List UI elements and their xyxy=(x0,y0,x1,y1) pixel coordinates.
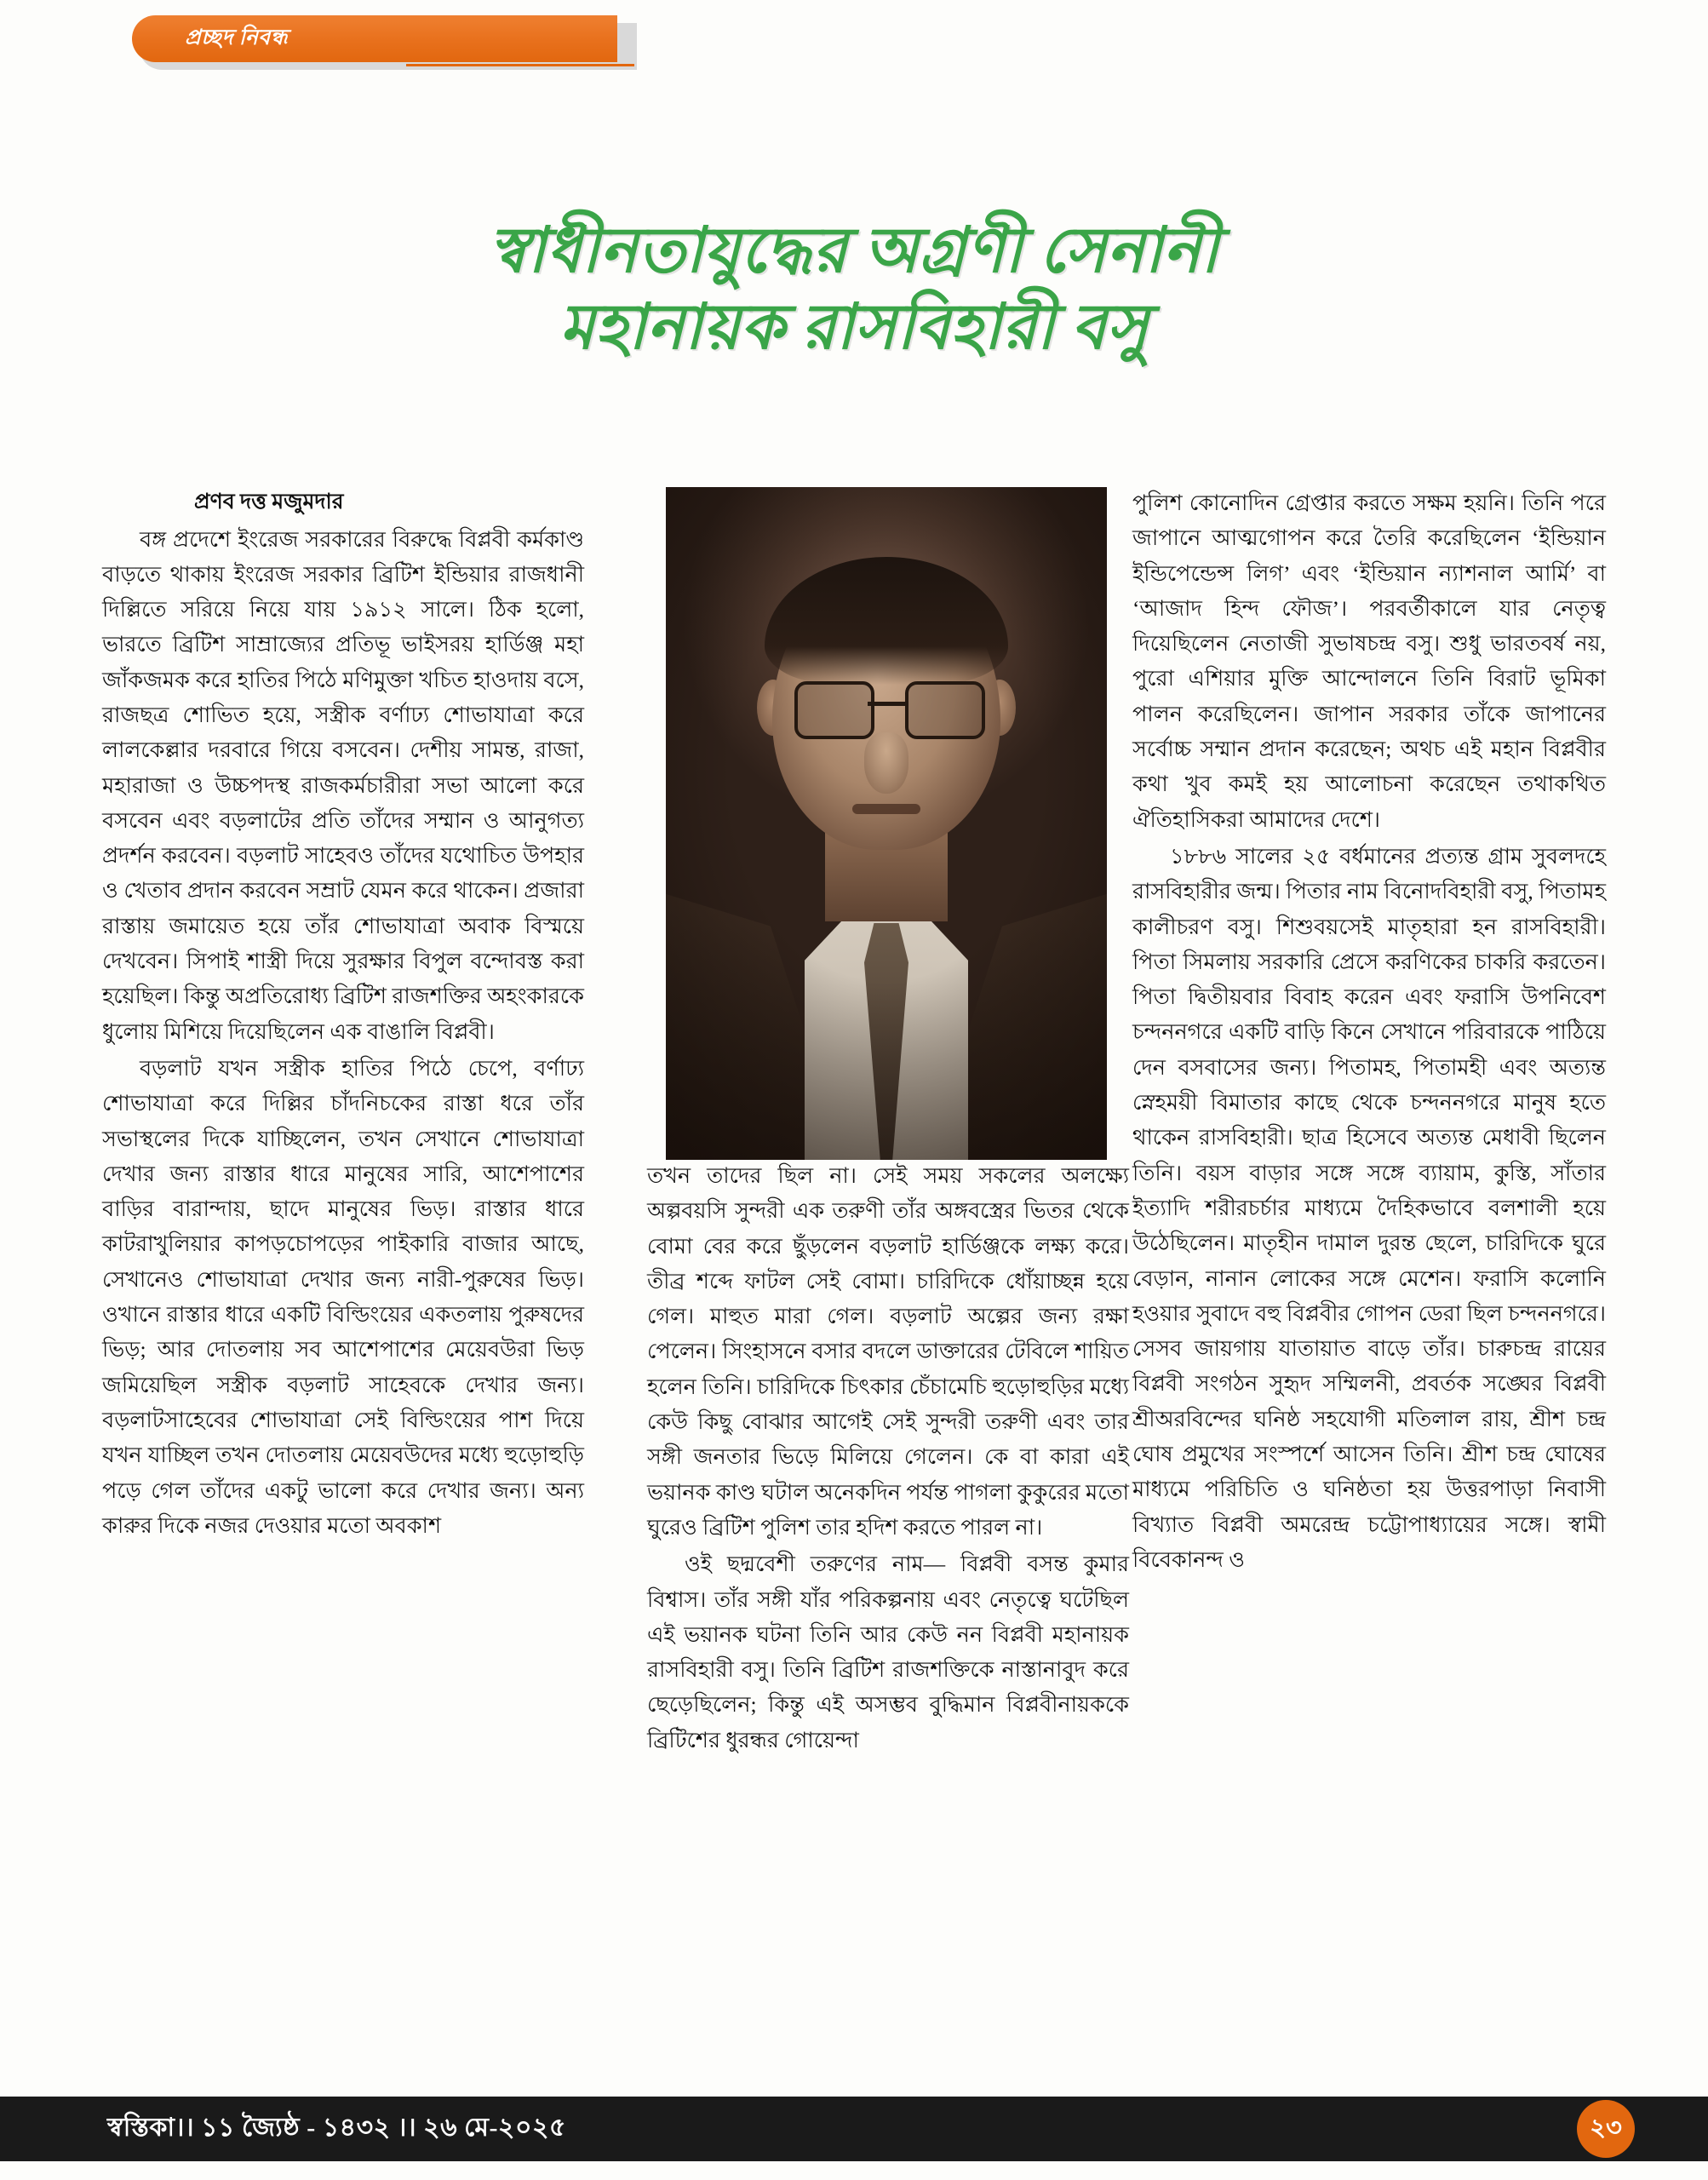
paragraph: বঙ্গ প্রদেশে ইংরেজ সরকারের বিরুদ্ধে বিপ্লবী কর্মকাণ্ড বাড়তে থাকায় ইংরেজ সরকার ব্রিটিশ ইন্ডিয়ার রাজধানী দিল্লিতে সরিয়ে নিয়ে যায় ১৯১২ সালে। ঠিক হলো, ভারতে ব্রিটিশ সাম্রাজ্যের প্রতিভূ ভাইসরয় হার্ডিঞ্জ মহা জাঁকজমক করে হাতির পিঠে মণিমুক্তা খচিত হাওদায় বসে, রাজছত্র শোভিত হয়ে, সস্ত্রীক বর্ণাঢ্য শোভাযাত্রা করে লালকেল্লার দরবারে গিয়ে বসবেন। দেশীয় সামন্ত, রাজা, মহারাজা ও উচ্চপদস্থ রাজকর্মচারীরা সভা আলো করে বসবেন এবং বড়লাটের প্রতি তাঁদের সম্মান ও আনুগত্য প্রদর্শন করবেন। বড়লাট সাহেবও তাঁদের যথোচিত উপহার ও খেতাব প্রদান করবেন সম্রাট যেমন করে থাকেন। প্রজারা রাস্তায় জমায়েত হয়ে তাঁর শোভাযাত্রা অবাক বিস্ময়ে দেখবেন। সিপাই শাস্ত্রী দিয়ে সুরক্ষার বিপুল বন্দোবস্ত করা হয়েছিল। কিন্তু অপ্রতিরোধ্য ব্রিটিশ রাজশক্তির অহংকারকে ধুলোয় মিশিয়ে দিয়েছিলেন এক বাঙালি বিপ্লবী। xyxy=(102,526,584,1044)
category-tab-rule xyxy=(406,64,634,66)
category-tab-pill xyxy=(132,15,617,62)
portrait-photo-image xyxy=(666,487,1107,1160)
page-title xyxy=(102,213,1606,367)
paragraph: পুলিশ কোনোদিন গ্রেপ্তার করতে সক্ষম হয়নি। তিনি পরে জাপানে আত্মগোপন করে তৈরি করেছিলেন ‘ইন্ডিয়ান ইন্ডিপেন্ডেন্স লিগ’ এবং ‘ইন্ডিয়ান ন্যাশনাল আর্মি’ বা ‘আজাদ হিন্দ ফৌজ’। পরবর্তীকালে যার নেতৃত্ব দিয়েছিলেন নেতাজী সুভাষচন্দ্র বসু। শুধু ভারতবর্ষ নয়, পুরো এশিয়ার মুক্তি আন্দোলনে তিনি বিরাট ভূমিকা পালন করেছিলেন। জাপান সরকার তাঁকে জাপানের সর্বোচ্চ সম্মান প্রদান করেছেন; অথচ এই মহান বিপ্লবীর কথা খুব কমই হয় আলোচনা করেছেন তথাকথিত ঐতিহাসিকরা আমাদের দেশে। xyxy=(1132,490,1606,832)
article-column-1 xyxy=(102,485,584,1545)
article-column-3 xyxy=(1132,485,1606,1579)
category-tab-label: প্রচ্ছদ নিবন্ধ xyxy=(185,26,288,49)
paragraph: ওই ছদ্মবেশী তরুণের নাম— বিপ্লবী বসন্ত কুমার বিশ্বাস। তাঁর সঙ্গী যাঁর পরিকল্পনায় এবং নেতৃত্বে ঘটেছিল এই ভয়ানক ঘটনা তিনি আর কেউ নন বিপ্লবী মহানায়ক রাসবিহারী বসু। তিনি ব্রিটিশ রাজশক্তিকে নাস্তানাবুদ করে ছেড়েছিলেন; কিন্তু এই অসম্ভব বুদ্ধিমান বিপ্লবীনায়ককে ব্রিটিশের ধুরন্ধর গোয়েন্দা xyxy=(647,1552,1129,1753)
category-tab xyxy=(132,15,639,70)
footer-issue-text: স্বস্তিকা।। ১১ জ্যৈষ্ঠ - ১৪৩২ ।। ২৬ মে-২০২৫ xyxy=(107,2114,566,2142)
paragraph: বড়লাট যখন সস্ত্রীক হাতির পিঠে চেপে, বর্ণাঢ্য শোভাযাত্রা করে দিল্লির চাঁদনিচকের রাস্তা ধরে তাঁর সভাস্থলের দিকে যাচ্ছিলেন, তখন সেখানে শোভাযাত্রা দেখার জন্য রাস্তার ধারে মানুষের সারি, আশেপাশের বাড়ির বারান্দায়, ছাদে মানুষের ভিড়। রাস্তার ধারে কাটরাখুলিয়ার কাপড়চোপড়ের পাইকারি বাজার আছে, সেখানেও শোভাযাত্রা দেখার জন্য নারী-পুরুষের ভিড়। ওখানে রাস্তার ধারে একটি বিল্ডিংয়ের একতলায় পুরুষদের ভিড়; আর দোতলায় সব আশেপাশের মেয়েবউরা ভিড় জমিয়েছিল সস্ত্রীক বড়লাট সাহেবকে দেখার জন্য। বড়লাটসাহেবের শোভাযাত্রা সেই বিল্ডিংয়ের পাশ দিয়ে যখন যাচ্ছিল তখন দোতলায় মেয়েবউদের মধ্যে হুড়োহুড়ি পড়ে গেল তাঁদের একটু ভালো করে দেখার জন্য। অন্য কারুর দিকে নজর দেওয়ার মতো অবকাশ xyxy=(102,1055,584,1538)
author-byline: প্রণব দত্ত মজুমদার xyxy=(194,490,344,513)
page-number-badge: ২৩ xyxy=(1577,2100,1635,2158)
paragraph: ১৮৮৬ সালের ২৫ বর্ধমানের প্রত্যন্ত গ্রাম সুবলদহে রাসবিহারীর জন্ম। পিতার নাম বিনোদবিহারী বসু, পিতামহ কালীচরণ বসু। শিশুবয়সেই মাতৃহারা হন রাসবিহারী। পিতা সিমলায় সরকারি প্রেসে করণিকের চাকরি করতেন। পিতা দ্বিতীয়বার বিবাহ করেন এবং ফরাসি উপনিবেশ চন্দননগরে একটি বাড়ি কিনে সেখানে পরিবারকে পাঠিয়ে দেন বসবাসের জন্য। পিতামহ, পিতামহী এবং অত্যন্ত স্নেহময়ী বিমাতার কাছে থেকে চন্দননগরে মানুষ হতে থাকেন রাসবিহারী। ছাত্র হিসেবে অত্যন্ত মেধাবী ছিলেন তিনি। বয়স বাড়ার সঙ্গে সঙ্গে ব্যায়াম, কুস্তি, সাঁতার ইত্যাদি শরীরচর্চার মাধ্যমে দৈহিকভাবে বলশালী হয়ে উঠেছিলেন। মাতৃহীন দামাল দুরন্ত ছেলে, চারিদিকে ঘুরে বেড়ান, নানান লোকের সঙ্গে মেশেন। ফরাসি কলোনি হওয়ার সুবাদে বহু বিপ্লবীর গোপন ডেরা ছিল চন্দননগরে। সেসব জায়গায় যাতায়াত বাড়ে তাঁর। চারুচন্দ্র রায়ের বিপ্লবী সংগঠন সুহৃদ সম্মিলনী, প্রবর্তক সঙ্ঘের বিপ্লবী শ্রীঅরবিন্দের ঘনিষ্ঠ সহযোগী মতিলাল রায়, শ্রীশ চন্দ্র ঘোষ প্রমুখের সংস্পর্শে আসেন তিনি। শ্রীশ চন্দ্র ঘোষের মাধ্যমে পরিচিতি ও ঘনিষ্ঠতা হয় উত্তরপাড়া নিবাসী বিখ্যাত বিপ্লবী অমরেন্দ্র চট্টোপাধ্যায়ের সঙ্গে। স্বামী বিবেকানন্দ ও xyxy=(1132,843,1606,1572)
headline-line-1: স্বাধীনতাযুদ্ধের অগ্রণী সেনানী xyxy=(489,215,1219,286)
headline-line-2: মহানায়ক রাসবিহারী বসু xyxy=(559,292,1149,363)
portrait-photo xyxy=(666,487,1107,1160)
paragraph: তখন তাদের ছিল না। সেই সময় সকলের অলক্ষ্যে অল্পবয়সি সুন্দরী এক তরুণী তাঁর অঙ্গবস্ত্রের ভিতর থেকে বোমা বের করে ছুঁড়লেন বড়লাট হার্ডিঞ্জকে লক্ষ্য করে। তীব্র শব্দে ফাটল সেই বোমা। চারিদিকে ধোঁয়াচ্ছন্ন হয়ে গেল। মাহুত মারা গেল। বড়লাট অল্পের জন্য রক্ষা পেলেন। সিংহাসনে বসার বদলে ডাক্তারের টেবিলে শায়িত হলেন তিনি। চারিদিকে চিৎকার চেঁচামেচি হুড়োহুড়ির মধ্যে কেউ কিছু বোঝার আগেই সেই সুন্দরী তরুণী এবং তার সঙ্গী জনতার ভিড়ে মিলিয়ে গেলেন। কে বা কারা এই ভয়ানক কাণ্ড ঘটাল অনেকদিন পর্যন্ত পাগলা কুকুরের মতো ঘুরেও ব্রিটিশ পুলিশ তার হদিশ করতে পারল না। xyxy=(647,1163,1129,1540)
article-column-2 xyxy=(647,1158,1129,1759)
portrait-vignette xyxy=(666,487,1107,1160)
